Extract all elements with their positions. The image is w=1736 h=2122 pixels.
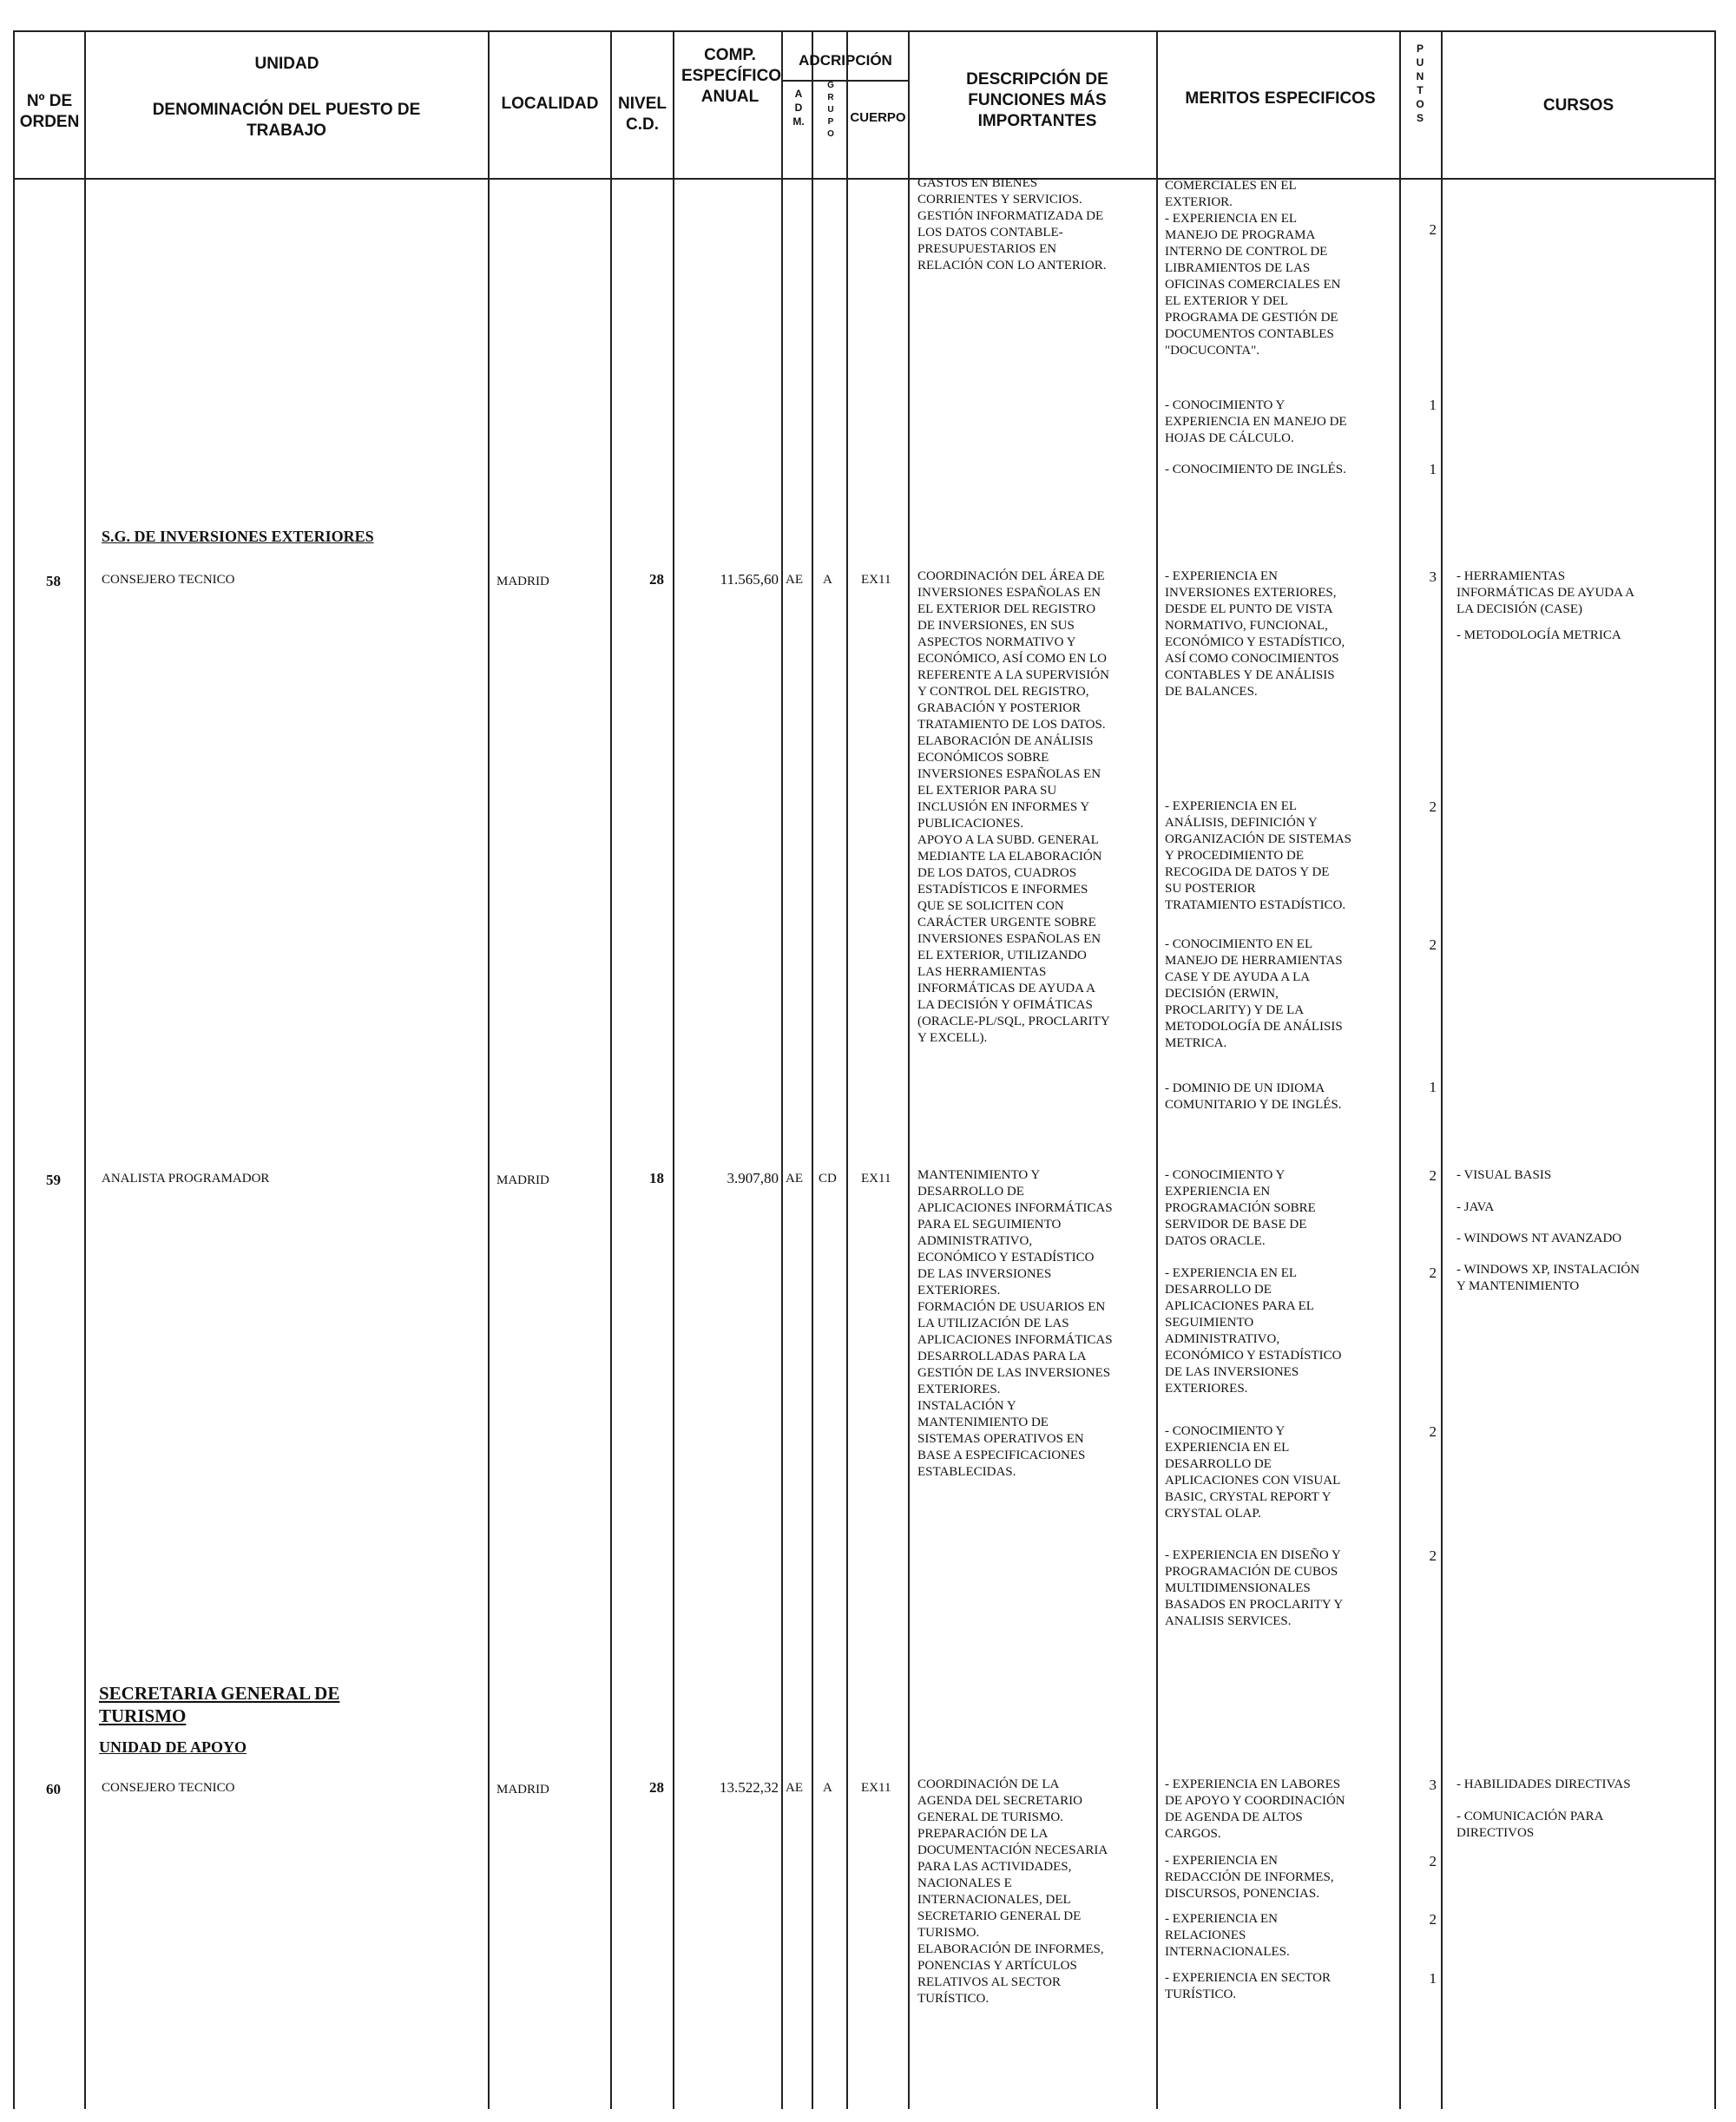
row60-grupo: A: [823, 1781, 832, 1795]
col-rule-right: [1714, 30, 1716, 2109]
row58-merito-4: - DOMINIO DE UN IDIOMA COMUNITARIO Y DE INGLÉS.: [1165, 1081, 1342, 1112]
row58-nivel: 28: [649, 571, 664, 588]
continuation-merito-2: - CONOCIMIENTO Y EXPERIENCIA EN MANEJO DE HOJAS DE CÁLCULO.: [1165, 398, 1347, 445]
row58-localidad: MADRID: [496, 575, 549, 588]
row59-merito-3: - CONOCIMIENTO Y EXPERIENCIA EN EL DESARROLLO DE APLICACIONES CON VISUAL BASIC, CRYSTAL REPORT Y CRYSTAL OLAP.: [1165, 1424, 1341, 1521]
table-top-border: [13, 30, 1716, 32]
row60-puntos-4: 1: [1429, 1970, 1437, 1987]
row60-localidad: MADRID: [496, 1783, 549, 1797]
row60-orden: 60: [46, 1781, 61, 1797]
row59-localidad: MADRID: [496, 1173, 549, 1187]
row60-cuerpo: EX11: [861, 1781, 891, 1795]
row59-puntos-1: 2: [1429, 1167, 1437, 1184]
row59-cuerpo: EX11: [861, 1172, 891, 1186]
header-grupo: G R U P O: [827, 81, 834, 139]
header-nivel: NIVEL C.D.: [618, 95, 667, 134]
row58-puntos-1: 3: [1429, 568, 1437, 585]
row59-puesto: ANALISTA PROGRAMADOR: [102, 1172, 270, 1186]
row58-cuerpo: EX11: [861, 573, 891, 587]
row58-puntos-4: 1: [1429, 1079, 1437, 1095]
col-rule-orden: [84, 30, 86, 2109]
section-title-turismo: SECRETARIA GENERAL DE TURISMO: [99, 1683, 340, 1726]
header-cursos: CURSOS: [1542, 96, 1614, 115]
col-rule-comp: [781, 30, 783, 2109]
continuation-puntos-3: 1: [1429, 461, 1437, 477]
row59-adm: AE: [786, 1172, 803, 1186]
row58-comp: 11.565,60: [720, 571, 779, 588]
row60-merito-3: - EXPERIENCIA EN RELACIONES INTERNACIONALES.: [1165, 1912, 1290, 1959]
continuation-descripcion: GASTOS EN BIENES CORRIENTES Y SERVICIOS. GESTIÓN INFORMATIZADA DE LOS DATOS CONTABLE- PRESUPUESTARIOS EN RELACIÓN CON LO ANTERIOR.: [917, 176, 1107, 273]
col-rule-left: [13, 30, 15, 2109]
row58-curso-2: - METODOLOGÍA METRICA: [1457, 628, 1621, 642]
header-comp: COMP. ESPECÍFICO ANUAL: [681, 46, 782, 106]
col-rule-puntos: [1441, 30, 1443, 2109]
row59-merito-2: - EXPERIENCIA EN EL DESARROLLO DE APLICACIONES PARA EL SEGUIMIENTO ADMINISTRATIVO, ECONÓMICO Y ESTADÍSTICO DE LAS INVERSIONES EXTERIORES.: [1165, 1266, 1342, 1396]
row58-puntos-3: 2: [1429, 936, 1437, 953]
header-orden: Nº DE ORDEN: [19, 92, 80, 131]
row59-puntos-4: 2: [1429, 1547, 1437, 1564]
row60-puntos-3: 2: [1429, 1911, 1437, 1928]
continuation-puntos-2: 1: [1429, 397, 1437, 413]
header-bottom-border: [13, 178, 1716, 180]
row59-curso-3: - WINDOWS NT AVANZADO: [1457, 1232, 1622, 1245]
section-title-inversiones: S.G. DE INVERSIONES EXTERIORES: [102, 528, 374, 545]
col-rule-meritos: [1399, 30, 1401, 2109]
row59-puntos-3: 2: [1429, 1423, 1437, 1440]
row58-descripcion: COORDINACIÓN DEL ÁREA DE INVERSIONES ESPAÑOLAS EN EL EXTERIOR DEL REGISTRO DE INVERSIONES, EN SUS ASPECTOS NORMATIVO Y ECONÓMICO, ASÍ COMO EN LO REFERENTE A LA SUPERVISIÓN Y CONTROL DEL REGISTRO, GRABACIÓN Y POSTERIOR TRATAMIENTO DE LOS DATOS. ELABORACIÓN DE ANÁLISIS ECONÓMICOS SOBRE INVERSIONES ESPAÑOLAS EN EL EXTERIOR PARA SU INCLUSIÓN EN INFORMES Y PUBLICACIONES. APOYO A LA SUBD. GENERAL MEDIANTE LA ELABORACIÓN DE LOS DATOS, CUADROS ESTADÍSTICOS E INFORMES QUE SE SOLICITEN CON CARÁCTER URGENTE SOBRE INVERSIONES ESPAÑOLAS EN EL EXTERIOR, UTILIZANDO LAS HERRAMIENTAS INFORMÁTICAS DE AYUDA A LA DECISIÓN Y OFIMÁTICAS (ORACLE-PL/SQL, PROCLARITY Y EXCELL).: [917, 569, 1110, 1045]
row60-curso-1: - HABILIDADES DIRECTIVAS: [1457, 1777, 1631, 1791]
row60-descripcion: COORDINACIÓN DE LA AGENDA DEL SECRETARIO GENERAL DE TURISMO. PREPARACIÓN DE LA DOCUMENTACIÓN NECESARIA PARA LAS ACTIVIDADES, NACIONALES E INTERNACIONALES, DEL SECRETARIO GENERAL DE TURISMO. ELABORACIÓN DE INFORMES, PONENCIAS Y ARTÍCULOS RELATIVOS AL SECTOR TURÍSTICO.: [917, 1777, 1108, 2006]
row58-puesto: CONSEJERO TECNICO: [102, 573, 235, 587]
header-cuerpo: CUERPO: [850, 110, 906, 125]
col-rule-grupo: [846, 30, 848, 2109]
header-unidad: UNIDAD: [254, 55, 319, 73]
row59-nivel: 18: [649, 1170, 664, 1186]
row59-orden: 59: [46, 1172, 61, 1188]
row60-merito-2: - EXPERIENCIA EN REDACCIÓN DE INFORMES, DISCURSOS, PONENCIAS.: [1165, 1854, 1334, 1901]
row58-merito-1: - EXPERIENCIA EN INVERSIONES EXTERIORES, DESDE EL PUNTO DE VISTA NORMATIVO, FUNCIONAL, ECONÓMICO Y ESTADÍSTICO, ASÍ COMO CONOCIMIENTOS CONTABLES Y DE ANÁLISIS DE BALANCES.: [1165, 569, 1345, 699]
row60-merito-4: - EXPERIENCIA EN SECTOR TURÍSTICO.: [1165, 1971, 1331, 2001]
row58-merito-2: - EXPERIENCIA EN EL ANÁLISIS, DEFINICIÓN Y ORGANIZACIÓN DE SISTEMAS Y PROCEDIMIENTO DE RECOGIDA DE DATOS Y DE SU POSTERIOR TRATAMIENTO ESTADÍSTICO.: [1165, 799, 1352, 912]
row58-orden: 58: [46, 573, 61, 589]
continuation-merito-1: COMERCIALES EN EL EXTERIOR. - EXPERIENCIA EN EL MANEJO DE PROGRAMA INTERNO DE CONTROL DE LIBRAMIENTOS DE LAS OFICINAS COMERCIALES EN EL EXTERIOR Y DEL PROGRAMA DE GESTIÓN DE DOCUMENTOS CONTABLES "DOCUCONTA".: [1165, 179, 1341, 358]
row60-curso-2: - COMUNICACIÓN PARA DIRECTIVOS: [1457, 1810, 1604, 1840]
row60-puntos-2: 2: [1429, 1853, 1437, 1869]
col-rule-cuerpo: [908, 30, 910, 2109]
col-rule-descripcion: [1156, 30, 1158, 2109]
row60-comp: 13.522,32: [720, 1779, 779, 1796]
row60-puesto: CONSEJERO TECNICO: [102, 1781, 235, 1795]
row60-adm: AE: [786, 1781, 803, 1795]
row59-curso-1: - VISUAL BASIS: [1457, 1168, 1552, 1182]
col-rule-nivel: [673, 30, 674, 2109]
continuation-puntos-1: 2: [1429, 221, 1437, 238]
row58-merito-3: - CONOCIMIENTO EN EL MANEJO DE HERRAMIENTAS CASE Y DE AYUDA A LA DECISIÓN (ERWIN, PROCLARITY) Y DE LA METODOLOGÍA DE ANÁLISIS METRICA.: [1165, 937, 1343, 1050]
header-descripcion: DESCRIPCIÓN DE FUNCIONES MÁS IMPORTANTES: [966, 70, 1108, 130]
row60-nivel: 28: [649, 1779, 664, 1796]
row58-grupo: A: [823, 573, 832, 587]
col-rule-denominacion: [488, 30, 490, 2109]
adscripcion-divider: [781, 80, 908, 82]
header-adm: A D M.: [792, 88, 805, 128]
row59-descripcion: MANTENIMIENTO Y DESARROLLO DE APLICACIONES INFORMÁTICAS PARA EL SEGUIMIENTO ADMINISTRATIVO, ECONÓMICO Y ESTADÍSTICO DE LAS INVERSIONES EXTERIORES. FORMACIÓN DE USUARIOS EN LA UTILIZACIÓN DE LAS APLICACIONES INFORMÁTICAS DESARROLLADAS PARA LA GESTIÓN DE LAS INVERSIONES EXTERIORES. INSTALACIÓN Y MANTENIMIENTO DE SISTEMAS OPERATIVOS EN BASE A ESPECIFICACIONES ESTABLECIDAS.: [917, 1168, 1113, 1479]
header-denominacion: DENOMINACIÓN DEL PUESTO DE TRABAJO: [152, 101, 421, 140]
header-localidad: LOCALIDAD: [501, 95, 599, 113]
section-title-unidad-apoyo: UNIDAD DE APOYO: [99, 1738, 247, 1756]
row59-curso-2: - JAVA: [1457, 1200, 1495, 1214]
col-rule-adm: [812, 30, 813, 2109]
row60-merito-1: - EXPERIENCIA EN LABORES DE APOYO Y COORDINACIÓN DE AGENDA DE ALTOS CARGOS.: [1165, 1777, 1345, 1841]
continuation-merito-3: - CONOCIMIENTO DE INGLÉS.: [1165, 463, 1346, 476]
row59-merito-1: - CONOCIMIENTO Y EXPERIENCIA EN PROGRAMACIÓN SOBRE SERVIDOR DE BASE DE DATOS ORACLE.: [1165, 1168, 1316, 1248]
row59-merito-4: - EXPERIENCIA EN DISEÑO Y PROGRAMACIÓN DE CUBOS MULTIDIMENSIONALES BASADOS EN PROCLARITY Y ANALISIS SERVICES.: [1165, 1548, 1344, 1628]
row59-grupo: CD: [819, 1172, 837, 1186]
row58-adm: AE: [786, 573, 803, 587]
row59-puntos-2: 2: [1429, 1265, 1437, 1281]
row59-comp: 3.907,80: [727, 1170, 779, 1186]
col-rule-localidad: [610, 30, 612, 2109]
row59-curso-4: - WINDOWS XP, INSTALACIÓN Y MANTENIMIENTO: [1457, 1263, 1641, 1293]
header-puntos: P U N T O S: [1416, 43, 1424, 124]
header-meritos: MERITOS ESPECIFICOS: [1185, 89, 1376, 108]
row60-puntos-1: 3: [1429, 1777, 1437, 1793]
row58-curso-1: - HERRAMIENTAS INFORMÁTICAS DE AYUDA A LA DECISIÓN (CASE): [1457, 569, 1634, 616]
row58-puntos-2: 2: [1429, 798, 1437, 815]
header-adscripcion: ADCRIPCIÓN: [799, 52, 892, 69]
